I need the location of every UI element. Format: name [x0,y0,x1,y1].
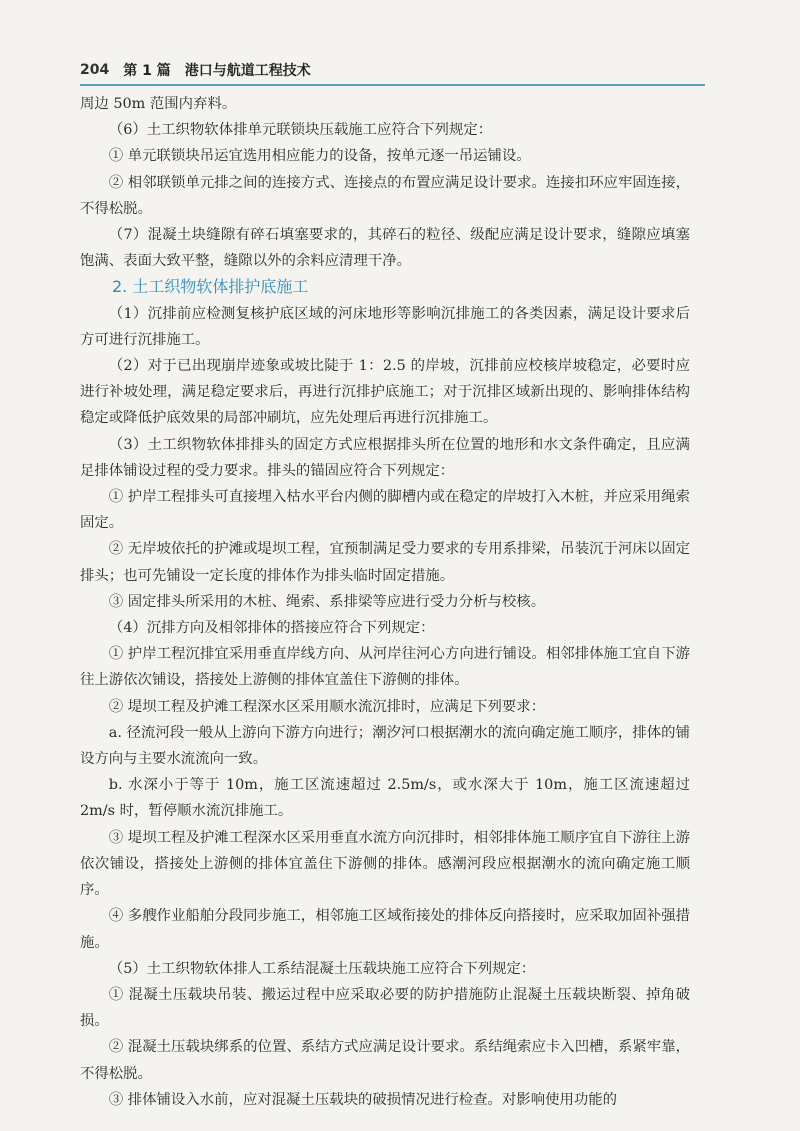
paragraph: ② 无岸坡依托的护滩或堤坝工程，宜预制满足受力要求的专用系排梁，吊装沉于河床以固定排头；也可先铺设一定长度的排体作为排头临时固定措施。 [80,541,690,584]
paragraph: ③ 排体铺设入水前，应对混凝土压载块的破损情况进行检查。对影响使用功能的 [108,1091,618,1108]
paragraph: ④ 多艘作业船舶分段同步施工，相邻施工区域衔接处的排体反向搭接时，应采取加固补强措施。 [80,908,690,951]
paragraph: （1）沉排前应检测复核护底区域的河床地形等影响沉排施工的各类因素，满足设计要求后方可进行沉排施工。 [80,305,690,348]
paragraph: ② 混凝土压载块绑系的位置、系结方式应满足设计要求。系结绳索应卡入凹槽，系紧牢靠，不得松脱。 [80,1039,690,1082]
body-text [80,91,690,1113]
paragraph: ① 护岸工程排头可直接埋入枯水平台内侧的脚槽内或在稳定的岸坡打入木桩，并应采用绳索固定。 [80,489,690,532]
part-title: 港口与航道工程技术 [184,63,311,79]
paragraph: （6）土工织物软体排单元联锁块压载施工应符合下列规定： [108,122,493,139]
paragraph: （2）对于已出现崩岸迹象或坡比陡于 1：2.5 的岸坡，沉排前应校核岸坡稳定，必要时应进行补坡处理，满足稳定要求后，再进行沉排护底施工；对于沉排区域新出现的、影响排体结构稳定或降低护底效果的局部冲刷坑，应先处理后再进行沉排施工。 [80,358,690,427]
paragraph: ② 相邻联锁单元排之间的连接方式、连接点的布置应满足设计要求。连接扣环应牢固连接，不得松脱。 [80,174,690,217]
paragraph: （3）土工织物软体排排头的固定方式应根据排头所在位置的地形和水文条件确定，且应满足排体铺设过程的受力要求。排头的锚固应符合下列规定： [80,436,690,479]
paragraph: ③ 固定排头所采用的木桩、绳索、系排梁等应进行受力分析与校核。 [108,593,546,610]
paragraph: ② 堤坝工程及护滩工程深水区采用顺水流沉排时，应满足下列要求： [108,698,546,715]
running-header [80,58,705,82]
paragraph: ① 护岸工程沉排宜采用垂直岸线方向、从河岸往河心方向进行铺设。相邻排体施工宜自下游往上游依次铺设，搭接处上游侧的排体宜盖住下游侧的排体。 [80,646,690,689]
paragraph: 周边 50m 范围内弃料。 [80,96,237,112]
paragraph: （5）土工织物软体排人工系结混凝土压载块施工应符合下列规定： [108,960,536,977]
paragraph: ③ 堤坝工程及护滩工程深水区采用垂直水流方向沉排时，相邻排体施工顺序宜自下游往上游依次铺设，搭接处上游侧的排体宜盖住下游侧的排体。感潮河段应根据潮水的流向确定施工顺序。 [80,829,690,899]
paragraph: （4）沉排方向及相邻排体的搭接应符合下列规定： [108,620,435,637]
page-number: 204 [80,62,110,78]
header-rule [80,84,705,86]
paragraph: b. 水深小于等于 10m，施工区流速超过 2.5m/s，或水深大于 10m，施工区流速超过 2m/s 时，暂停顺水流沉排施工。 [80,777,690,820]
section-heading: 2. 土工织物软体排护底施工 [112,277,309,297]
paragraph: （7）混凝土块缝隙有碎石填塞要求的，其碎石的粒径、级配应满足设计要求，缝隙应填塞饱满、表面大致平整，缝隙以外的余料应清理干净。 [80,227,690,270]
paragraph: ① 单元联锁块吊运宜选用相应能力的设备，按单元逐一吊运铺设。 [108,148,531,165]
paragraph: ① 混凝土压载块吊装、搬运过程中应采取必要的防护措施防止混凝土压载块断裂、掉角破损。 [80,986,690,1030]
paragraph: a. 径流河段一般从上游向下游方向进行；潮汐河口根据潮水的流向确定施工顺序，排体的铺设方向与主要水流流向一致。 [80,724,690,768]
part-label: 第 1 篇 [123,63,171,79]
